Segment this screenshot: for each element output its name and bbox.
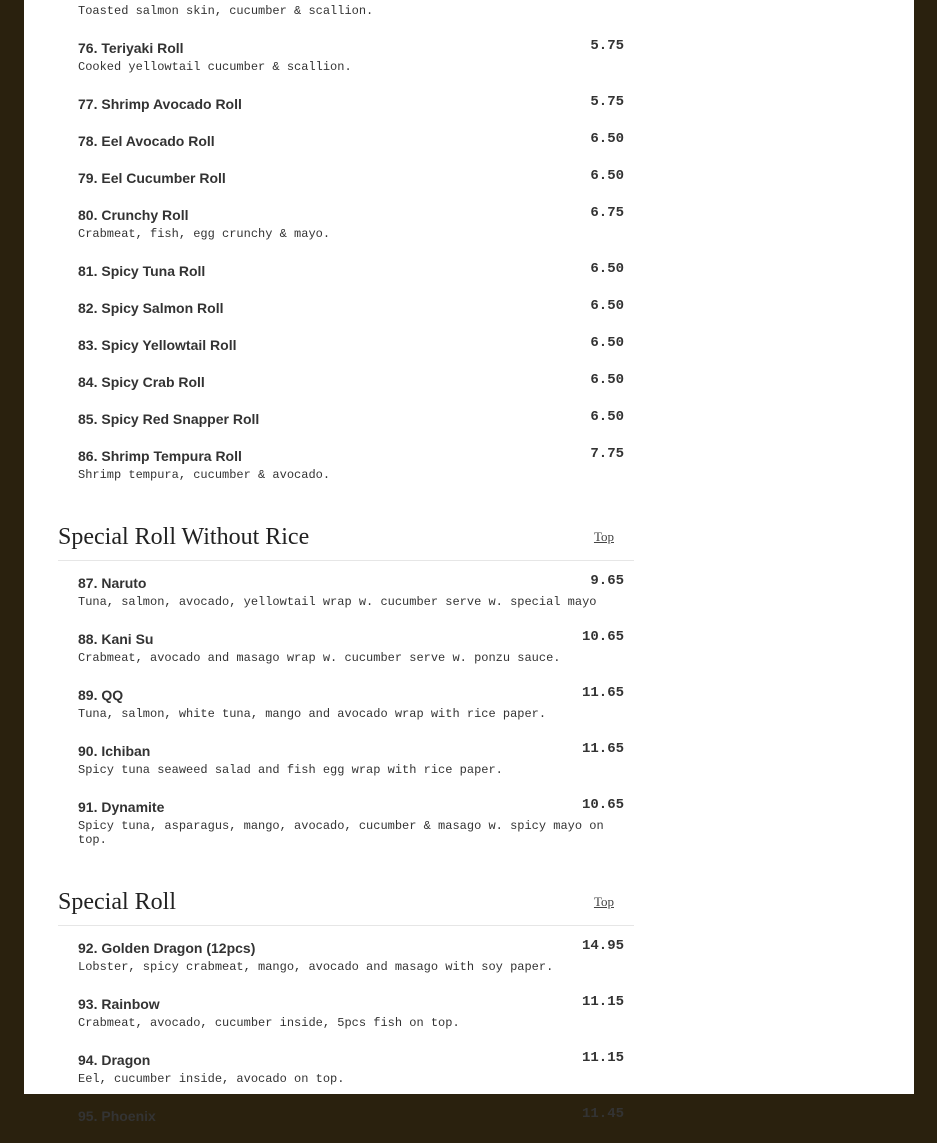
menu-item-price: 5.75 [590, 94, 624, 110]
menu-item-price: 6.50 [590, 409, 624, 425]
menu-item-row [78, 261, 624, 280]
menu-item-price: 5.75 [590, 38, 624, 54]
menu-item [58, 685, 634, 741]
menu-item-name: 82. Spicy Salmon Roll [78, 300, 224, 316]
menu-item [58, 1050, 634, 1106]
menu-item [58, 205, 634, 261]
menu-item-row [78, 685, 624, 704]
menu-item-row [78, 1050, 624, 1069]
menu-item-name: 83. Spicy Yellowtail Roll [78, 337, 237, 353]
menu-item-price: 10.65 [581, 629, 624, 645]
menu-item-row [78, 131, 624, 150]
menu-item-description: Toasted salmon skin, cucumber & scallion. [78, 4, 374, 18]
menu-item-price: 11.65 [581, 685, 624, 701]
menu-item-name: 84. Spicy Crab Roll [78, 374, 205, 390]
menu-item-name: 86. Shrimp Tempura Roll [78, 448, 242, 464]
section-title: Special Roll [58, 889, 176, 915]
menu-item-price: 6.50 [590, 335, 624, 351]
menu-item-name: 79. Eel Cucumber Roll [78, 170, 226, 186]
top-link[interactable]: Top [593, 529, 614, 544]
roll-list [58, 0, 634, 502]
menu-item-price: 14.95 [581, 938, 624, 954]
menu-item-row [78, 168, 624, 187]
menu-item-description: Crabmeat, fish, egg crunchy & mayo. [78, 227, 331, 241]
menu-item-price: 6.50 [590, 168, 624, 184]
menu-item-name: 80. Crunchy Roll [78, 207, 189, 223]
menu-item-description: Spicy tuna seaweed salad and fish egg wrap with rice paper. [78, 763, 503, 777]
menu-item-row [78, 335, 624, 354]
menu-item-name: 92. Golden Dragon (12pcs) [78, 940, 256, 956]
menu-item [58, 409, 634, 446]
menu-item-price: 6.50 [590, 298, 624, 314]
menu-item-price: 6.50 [590, 261, 624, 277]
menu-content [58, 0, 634, 1143]
menu-item-price: 11.15 [581, 1050, 624, 1066]
menu-panel [24, 0, 914, 1124]
menu-item-price: 7.75 [590, 446, 624, 462]
top-link[interactable]: Top [593, 894, 614, 909]
menu-item [58, 94, 634, 131]
menu-item [58, 168, 634, 205]
menu-item [58, 335, 634, 372]
menu-item [58, 0, 634, 38]
menu-item-name: 89. QQ [78, 687, 124, 703]
menu-item-row [78, 0, 624, 1]
menu-item-description: Cooked yellowtail cucumber & scallion. [78, 60, 352, 74]
section-title: Special Roll Without Rice [58, 524, 310, 550]
menu-item-row [78, 205, 624, 224]
menu-item [58, 938, 634, 994]
menu-item [58, 797, 634, 867]
menu-item-row [78, 741, 624, 760]
menu-item-name: 78. Eel Avocado Roll [78, 133, 215, 149]
menu-item-description: Tuna, salmon, avocado, yellowtail wrap w. cucumber serve w. special mayo [78, 595, 597, 609]
menu-item-row [78, 797, 624, 816]
menu-item [58, 994, 634, 1050]
menu-item-row [78, 409, 624, 428]
menu-item [58, 573, 634, 629]
menu-item-price: 11.45 [581, 1106, 624, 1122]
menu-item [58, 131, 634, 168]
menu-item [58, 629, 634, 685]
menu-item-row [78, 573, 624, 592]
menu-item-description: Crabmeat, avocado and masago wrap w. cucumber serve w. ponzu sauce. [78, 651, 561, 665]
menu-item [58, 38, 634, 94]
menu-item-name: 77. Shrimp Avocado Roll [78, 96, 242, 112]
menu-item [58, 372, 634, 409]
menu-item-price: 9.65 [590, 573, 624, 589]
menu-item-row [78, 938, 624, 957]
menu-item-name: 90. Ichiban [78, 743, 151, 759]
menu-item-price: 11.15 [581, 994, 624, 1010]
menu-item-row [78, 372, 624, 391]
menu-item-name: 91. Dynamite [78, 799, 165, 815]
menu-item-name: 93. Rainbow [78, 996, 160, 1012]
menu-item-name: 76. Teriyaki Roll [78, 40, 184, 56]
menu-item [58, 741, 634, 797]
special-roll-list [58, 938, 634, 1143]
menu-item-price: 6.75 [590, 205, 624, 221]
menu-item-row [78, 1106, 624, 1125]
menu-item-description: Tuna, salmon, white tuna, mango and avocado wrap with rice paper. [78, 707, 547, 721]
menu-item-row [78, 446, 624, 465]
menu-item-name: 87. Naruto [78, 575, 147, 591]
section-header-special-roll [58, 877, 634, 926]
menu-item-row [78, 38, 624, 57]
menu-item-description: Crabmeat, avocado, cucumber inside, 5pcs fish on top. [78, 1016, 460, 1030]
menu-item [58, 1106, 634, 1143]
special-roll-without-rice-list [58, 573, 634, 867]
menu-item-row [78, 629, 624, 648]
menu-item-price: 11.65 [581, 741, 624, 757]
menu-item [58, 298, 634, 335]
menu-item [58, 446, 634, 502]
menu-item-row [78, 94, 624, 113]
menu-item-description: Shrimp tempura, cucumber & avocado. [78, 468, 331, 482]
menu-item-price: 10.65 [581, 797, 624, 813]
menu-item-name: 94. Dragon [78, 1052, 151, 1068]
menu-item-price: 6.50 [590, 372, 624, 388]
menu-item-description: Eel, cucumber inside, avocado on top. [78, 1072, 345, 1086]
menu-item-row [78, 298, 624, 317]
section-header-special-roll-without-rice [58, 512, 634, 561]
menu-item [58, 261, 634, 298]
menu-item-description: Lobster, spicy crabmeat, mango, avocado and masago with soy paper. [78, 960, 554, 974]
menu-item-name: 85. Spicy Red Snapper Roll [78, 411, 260, 427]
menu-item-row [78, 994, 624, 1013]
menu-item-price: 6.50 [590, 131, 624, 147]
menu-item-name: 95. Phoenix [78, 1108, 156, 1124]
menu-item-description: Spicy tuna, asparagus, mango, avocado, cucumber & masago w. spicy mayo on top. [78, 819, 604, 847]
menu-item-name: 81. Spicy Tuna Roll [78, 263, 206, 279]
menu-item-name: 88. Kani Su [78, 631, 154, 647]
